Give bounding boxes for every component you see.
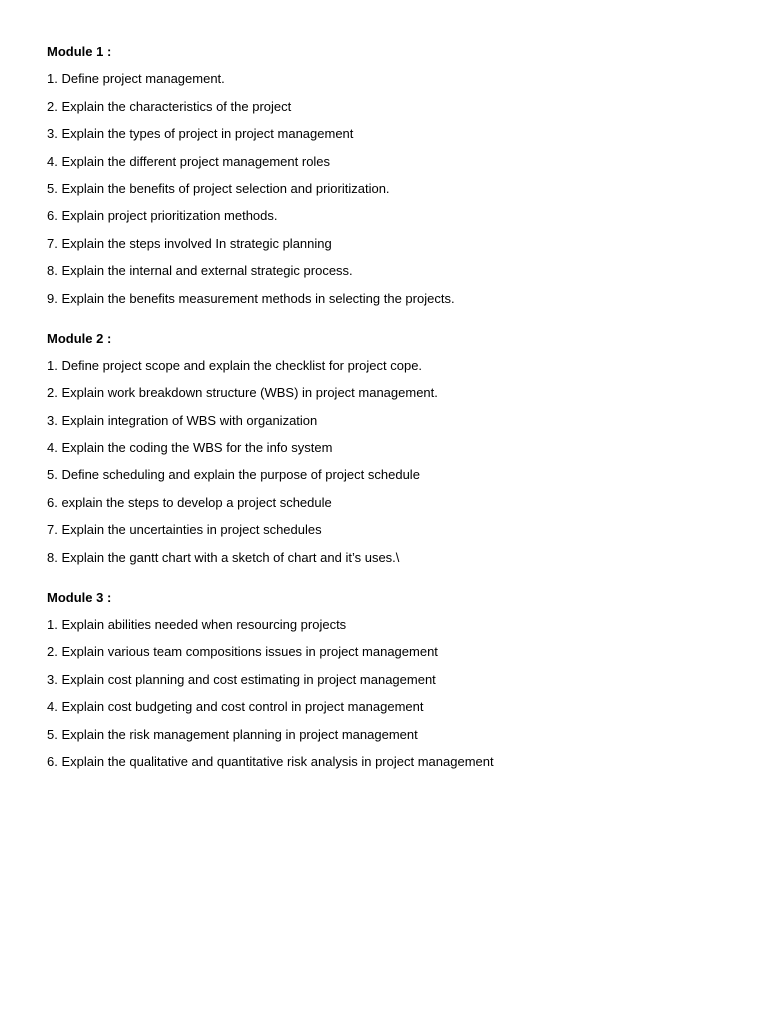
question-item: 6. Explain the qualitative and quantitative risk analysis in project management xyxy=(47,753,494,769)
question-item: 6. Explain project prioritization methods. xyxy=(47,208,278,224)
module-2-section xyxy=(47,330,727,566)
question-item: 5. Explain the risk management planning in project management xyxy=(47,726,418,742)
question-item: 8. Explain the gantt chart with a sketch of chart and it’s uses.\ xyxy=(47,549,400,565)
question-item: 3. Explain integration of WBS with organization xyxy=(47,412,318,428)
question-item: 2. Explain various team compositions issues in project management xyxy=(47,644,438,660)
question-item: 1. Explain abilities needed when resourcing projects xyxy=(47,617,347,633)
question-item: 4. Explain cost budgeting and cost control in project management xyxy=(47,699,424,715)
question-list xyxy=(47,357,727,566)
question-item: 5. Define scheduling and explain the purpose of project schedule xyxy=(47,467,420,483)
question-item: 6. explain the steps to develop a project schedule xyxy=(47,494,332,510)
question-item: 7. Explain the uncertainties in project schedules xyxy=(47,522,322,538)
question-item: 3. Explain the types of project in project management xyxy=(47,126,354,142)
module-3-section xyxy=(47,589,727,770)
document-page xyxy=(47,43,727,780)
question-list xyxy=(47,616,727,770)
question-item: 2. Explain work breakdown structure (WBS) in project management. xyxy=(47,385,438,401)
question-item: 4. Explain the coding the WBS for the info system xyxy=(47,440,333,456)
question-item: 7. Explain the steps involved In strategic planning xyxy=(47,235,332,251)
question-list xyxy=(47,70,727,306)
question-item: 9. Explain the benefits measurement methods in selecting the projects. xyxy=(47,290,455,306)
module-heading: Module 1 : xyxy=(47,44,112,59)
module-heading: Module 3 : xyxy=(47,589,112,605)
question-item: 1. Define project scope and explain the checklist for project cope. xyxy=(47,357,423,373)
question-item: 8. Explain the internal and external strategic process. xyxy=(47,263,353,279)
question-item: 5. Explain the benefits of project selection and prioritization. xyxy=(47,180,390,196)
question-item: 2. Explain the characteristics of the project xyxy=(47,98,292,114)
module-1-section xyxy=(47,43,727,307)
module-heading: Module 2 : xyxy=(47,330,112,346)
question-item: 3. Explain cost planning and cost estimating in project management xyxy=(47,671,436,687)
question-item: 1. Define project management. xyxy=(47,71,225,87)
question-item: 4. Explain the different project management roles xyxy=(47,153,331,169)
